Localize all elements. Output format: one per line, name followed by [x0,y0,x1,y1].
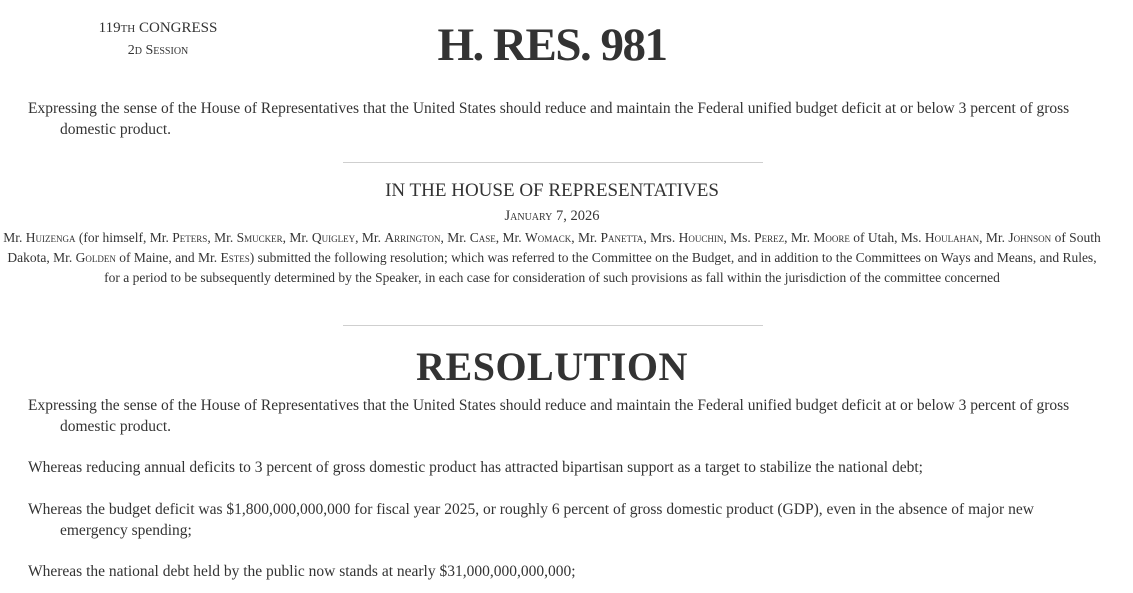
for-himself-text: (for himself, [78,230,147,245]
cosponsor [362,230,444,245]
congress-suffix: TH [120,23,136,35]
cosponsor-name: Peters [172,230,208,245]
cosponsor-title: Mr. [53,250,73,265]
session-number: 2 [127,43,135,58]
congress-word: CONGRESS [139,20,218,36]
referral-text: submitted the following resolution; which was referred to the Committee on the Budget, and in addition to the Committees on Ways and Means, and Rules, for a period to be subsequently determined by the Speaker, in each case for consideration of such provisions as fall within the jurisdiction of the committee concerned [104,250,1097,285]
cosponsor-name: Smucker [236,230,283,245]
cosponsor-title: Mr. [790,230,810,245]
cosponsor-title: Mr. [149,230,169,245]
resolution-heading: RESOLUTION [416,344,688,389]
resolution-summary: Expressing the sense of the House of Representatives that the United States should reduce and maintain the Federal unified budget deficit at or below 3 percent of gross domestic product. [28,397,1070,435]
cosponsor-suffix: of South Dakota, [7,230,1101,265]
cosponsor [289,230,358,245]
cosponsor-title: Mr. [502,230,522,245]
cosponsor [53,250,195,265]
cosponsor-title: Ms. [730,230,751,245]
whereas-clause-2: Whereas the budget deficit was $1,800,000,000,000 for fiscal year 2025, or roughly 6 percent of gross domestic product (GDP), even in the absence of major new emergency spending; [28,501,1034,539]
bill-title: H. RES. 981 [437,19,667,71]
cosponsor-name: Moore [813,230,850,245]
whereas-clause-3: Whereas the national debt held by the public now stands at nearly $31,000,000,000,000; [28,563,576,580]
action-date: January 7, 2026 [504,208,600,224]
cosponsor-name: Houlahan [924,230,980,245]
cosponsor-title: Mr. [214,230,234,245]
cosponsor [198,250,254,265]
cosponsor-name: Quigley [311,230,356,245]
cosponsor-title: Mr. [985,230,1006,245]
cosponsor-name: Houchin [678,230,724,245]
cosponsor [650,230,727,245]
cosponsor-suffix: ) [249,250,255,265]
cosponsor-suffix: of Maine, and [115,250,195,265]
cosponsor-name: Estes [220,250,250,265]
cosponsor-name: Panetta [600,230,644,245]
chamber-heading: IN THE HOUSE OF REPRESENTATIVES [385,180,719,201]
cosponsor-suffix: , [643,230,647,245]
cosponsor-suffix: , [723,230,727,245]
cosponsor-name: Golden [75,250,116,265]
cosponsor-name: Womack [525,230,572,245]
cosponsor-title: Mrs. [650,230,676,245]
cosponsor-suffix: of Utah, [849,230,898,245]
cosponsor [150,230,211,245]
cosponsor-suffix: , [282,230,286,245]
session-suffix: d [134,43,142,58]
cosponsor-suffix: , [495,230,500,245]
sponsor-name: Huizenga [25,230,76,245]
sponsor-title: Mr. [3,230,23,245]
summary-paragraph: Expressing the sense of the House of Representatives that the United States should reduce and maintain the Federal unified budget deficit at or below 3 percent of gross domestic product. [28,100,1070,138]
cosponsor-title: Mr. [361,230,381,245]
cosponsor [901,230,983,245]
divider-top [343,162,763,163]
cosponsor [578,230,647,245]
cosponsor [791,230,898,245]
cosponsor [214,230,286,245]
cosponsor-title: Ms. [900,230,922,245]
sponsors-paragraph [0,228,1104,288]
cosponsor-suffix: , [207,230,211,245]
cosponsor-suffix: , [784,230,788,245]
cosponsor-name: Case [469,230,496,245]
cosponsor [447,230,499,245]
cosponsor-title: Mr. [447,230,467,245]
whereas-clause-1: Whereas reducing annual deficits to 3 percent of gross domestic product has attracted bipartisan support as a target to stabilize the national debt; [28,459,923,476]
cosponsor-title: Mr. [578,230,598,245]
cosponsor-suffix: , [355,230,359,245]
cosponsor-name: Perez [754,230,785,245]
session-word: Session [145,43,189,58]
congress-number: 119 [98,20,121,36]
cosponsor-suffix: , [571,230,575,245]
cosponsor-name: Arrington [384,230,441,245]
cosponsor-title: Mr. [289,230,309,245]
divider-bottom [343,325,763,326]
cosponsor-name: Johnson [1008,230,1052,245]
cosponsor-suffix: , [979,230,983,245]
cosponsor [503,230,575,245]
cosponsor-title: Mr. [198,250,218,265]
cosponsor-suffix: , [440,230,444,245]
cosponsor [730,230,787,245]
